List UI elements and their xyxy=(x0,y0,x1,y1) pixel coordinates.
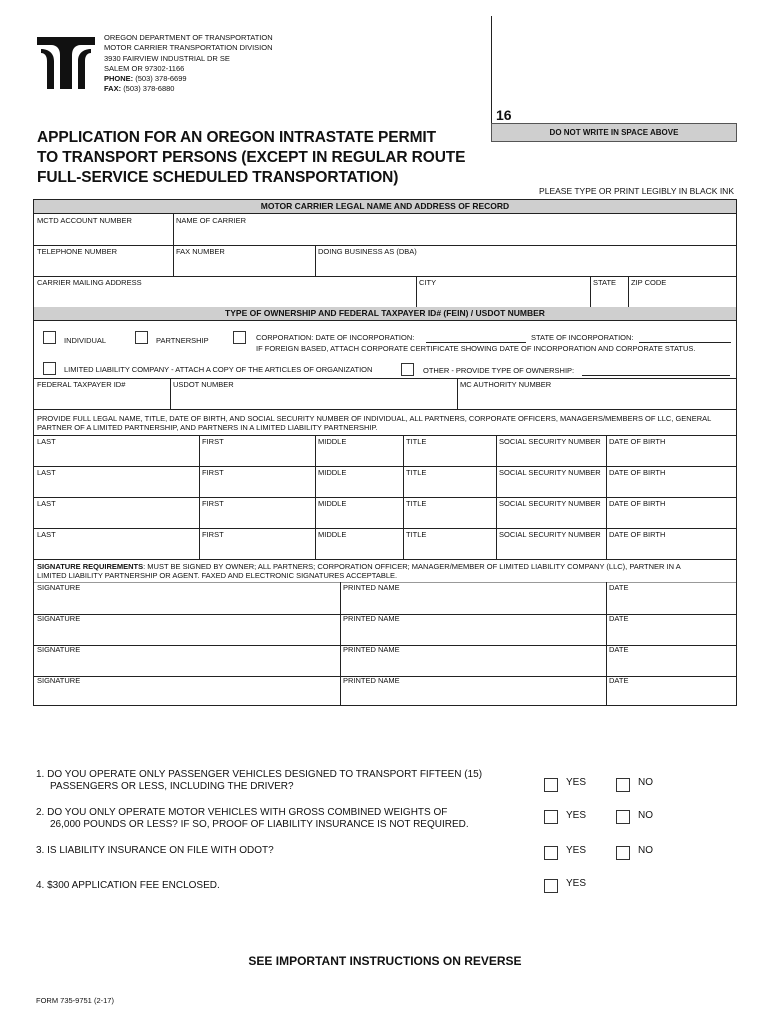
city-label: CITY xyxy=(419,278,437,287)
phone-number: (503) 378-6699 xyxy=(135,74,187,84)
dob-label: DATE OF BIRTH xyxy=(609,530,666,539)
q3-no-checkbox[interactable] xyxy=(616,846,630,860)
divider xyxy=(199,435,200,559)
form-number: FORM 735-9751 (2-17) xyxy=(36,996,114,1005)
mc-authority-label: MC AUTHORITY NUMBER xyxy=(460,380,552,389)
phone-line xyxy=(104,74,273,84)
title-label: TITLE xyxy=(406,437,427,446)
divider xyxy=(457,378,458,409)
divider xyxy=(628,276,629,307)
question-1 xyxy=(36,769,482,793)
dba-label: DOING BUSINESS AS (DBA) xyxy=(318,247,417,256)
middle-name-label: MIDDLE xyxy=(318,499,347,508)
question-4: 4. $300 APPLICATION FEE ENCLOSED. xyxy=(36,880,220,891)
middle-name-label: MIDDLE xyxy=(318,468,347,477)
signature-label: SIGNATURE xyxy=(37,614,81,623)
first-name-label: FIRST xyxy=(202,437,224,446)
signature-requirements-1 xyxy=(37,562,681,571)
q3-yes-label: YES xyxy=(566,845,587,856)
last-name-label: LAST xyxy=(37,499,56,508)
dob-label: DATE OF BIRTH xyxy=(609,437,666,446)
odot-logo xyxy=(35,33,97,91)
divider xyxy=(606,582,607,706)
divider xyxy=(170,378,171,409)
fax-number: (503) 378-6880 xyxy=(123,84,175,94)
signature-date-label: DATE xyxy=(609,645,629,654)
rule xyxy=(34,559,736,560)
divider xyxy=(606,435,607,559)
other-ownership-label: OTHER - PROVIDE TYPE OF OWNERSHIP: xyxy=(423,366,575,375)
office-use-divider xyxy=(491,16,492,124)
signature-date-label: DATE xyxy=(609,614,629,623)
fax-line xyxy=(104,84,273,94)
title-label: TITLE xyxy=(406,499,427,508)
dob-label: DATE OF BIRTH xyxy=(609,499,666,508)
state-label: STATE xyxy=(593,278,617,287)
see-instructions: SEE IMPORTANT INSTRUCTIONS ON REVERSE xyxy=(248,954,522,968)
llc-label: LIMITED LIABILITY COMPANY - ATTACH A COPY OF THE ARTICLES OF ORGANIZATION xyxy=(64,365,373,374)
middle-name-label: MIDDLE xyxy=(318,530,347,539)
divider xyxy=(403,435,404,559)
signature-date-label: DATE xyxy=(609,583,629,592)
rule xyxy=(34,378,736,379)
ssn-label: SOCIAL SECURITY NUMBER xyxy=(499,530,601,539)
rule xyxy=(34,276,736,277)
mailing-address-label: CARRIER MAILING ADDRESS xyxy=(37,278,142,287)
rule xyxy=(34,245,736,246)
title-line-2: TO TRANSPORT PERSONS (EXCEPT IN REGULAR ROUTE xyxy=(37,149,466,166)
street-address: 3930 FAIRVIEW INDUSTRIAL DR SE xyxy=(104,53,230,63)
question-1-line-2: PASSENGERS OR LESS, INCLUDING THE DRIVER? xyxy=(50,781,294,792)
q1-yes-checkbox[interactable] xyxy=(544,778,558,792)
persons-instruction-1: PROVIDE FULL LEGAL NAME, TITLE, DATE OF BIRTH, AND SOCIAL SECURITY NUMBER OF INDIVIDUAL, ALL PARTNERS, CORPORATE OFFICERS, MANAGERS/MEMBERS OF LLC, GENERAL xyxy=(37,414,712,423)
dob-label: DATE OF BIRTH xyxy=(609,468,666,477)
signature-label: SIGNATURE xyxy=(37,645,81,654)
signature-requirements-2: LIMITED LIABILITY PARTNERSHIP OR AGENT. FAXED AND ELECTRONIC SIGNATURES ACCEPTABLE. xyxy=(37,571,398,580)
divider xyxy=(315,245,316,276)
corporation-checkbox[interactable] xyxy=(233,331,246,344)
rule xyxy=(34,435,736,436)
first-name-label: FIRST xyxy=(202,468,224,477)
question-2 xyxy=(36,807,469,831)
q2-yes-checkbox[interactable] xyxy=(544,810,558,824)
incorporation-state-label: STATE OF INCORPORATION: xyxy=(531,333,634,342)
rule xyxy=(34,409,736,410)
ink-instruction: PLEASE TYPE OR PRINT LEGIBLY IN BLACK INK xyxy=(539,186,734,196)
individual-checkbox[interactable] xyxy=(43,331,56,344)
ssn-label: SOCIAL SECURITY NUMBER xyxy=(499,499,601,508)
zip-label: ZIP CODE xyxy=(631,278,667,287)
printed-name-label: PRINTED NAME xyxy=(343,614,400,623)
incorporation-state-line[interactable] xyxy=(639,342,731,343)
first-name-label: FIRST xyxy=(202,530,224,539)
agency-name: OREGON DEPARTMENT OF TRANSPORTATION xyxy=(104,33,273,42)
phone-label: PHONE: xyxy=(104,74,134,84)
partnership-label: PARTNERSHIP xyxy=(156,336,209,345)
division-name: MOTOR CARRIER TRANSPORTATION DIVISION xyxy=(104,43,273,53)
ownership-section-title: TYPE OF OWNERSHIP AND FEDERAL TAXPAYER ID# (FEIN) / USDOT NUMBER xyxy=(34,307,736,321)
first-name-label: FIRST xyxy=(202,499,224,508)
divider xyxy=(173,245,174,276)
q3-no-label: NO xyxy=(638,845,653,856)
agency-address-block xyxy=(104,33,273,95)
carrier-name-label: NAME OF CARRIER xyxy=(176,216,247,225)
fax-number-label: FAX NUMBER xyxy=(176,247,225,256)
divider xyxy=(590,276,591,307)
last-name-label: LAST xyxy=(37,468,56,477)
llc-checkbox[interactable] xyxy=(43,362,56,375)
printed-name-label: PRINTED NAME xyxy=(343,583,400,592)
question-1-line-1: 1. DO YOU OPERATE ONLY PASSENGER VEHICLES DESIGNED TO TRANSPORT FIFTEEN (15) xyxy=(36,769,483,780)
divider xyxy=(173,214,174,245)
last-name-label: LAST xyxy=(37,530,56,539)
question-3: 3. IS LIABILITY INSURANCE ON FILE WITH ODOT? xyxy=(36,845,274,856)
signature-requirements-text: : MUST BE SIGNED BY OWNER; ALL PARTNERS; CORPORATION OFFICER; MANAGER/MEMBER OF LIMITED LIABILITY COMPANY (LLC), PARTNER IN A xyxy=(143,562,681,571)
mctd-account-label: MCTD ACCOUNT NUMBER xyxy=(37,216,132,225)
q2-yes-label: YES xyxy=(566,810,587,821)
incorporation-date-line[interactable] xyxy=(426,342,526,343)
individual-label: INDIVIDUAL xyxy=(64,336,107,345)
title-label: TITLE xyxy=(406,468,427,477)
last-name-label: LAST xyxy=(37,437,56,446)
ssn-label: SOCIAL SECURITY NUMBER xyxy=(499,437,601,446)
q3-yes-checkbox[interactable] xyxy=(544,846,558,860)
divider xyxy=(496,435,497,559)
ssn-label: SOCIAL SECURITY NUMBER xyxy=(499,468,601,477)
persons-instruction-2: PARTNER OF A LIMITED PARTNERSHIP, AND PARTNERS IN A LIMITED LIABILITY PARTNERSHIP. xyxy=(37,423,378,432)
title-line-1: APPLICATION FOR AN OREGON INTRASTATE PERMIT xyxy=(37,129,436,146)
question-2-line-2: 26,000 POUNDS OR LESS? IF SO, PROOF OF LIABILITY INSURANCE IS NOT REQUIRED. xyxy=(50,819,469,830)
do-not-write-bar: DO NOT WRITE IN SPACE ABOVE xyxy=(491,123,737,142)
telephone-label: TELEPHONE NUMBER xyxy=(37,247,118,256)
q1-no-checkbox[interactable] xyxy=(616,778,630,792)
office-code: 16 xyxy=(496,107,512,123)
question-2-line-1: 2. DO YOU ONLY OPERATE MOTOR VEHICLES WITH GROSS COMBINED WEIGHTS OF xyxy=(36,807,448,818)
signature-requirements-label: SIGNATURE REQUIREMENTS xyxy=(37,562,144,571)
printed-name-label: PRINTED NAME xyxy=(343,676,400,685)
partnership-checkbox[interactable] xyxy=(135,331,148,344)
form-title xyxy=(37,128,465,188)
other-ownership-checkbox[interactable] xyxy=(401,363,414,376)
corporation-label: CORPORATION: DATE OF INCORPORATION: xyxy=(256,333,415,342)
rule xyxy=(34,528,736,529)
title-line-3: FULL-SERVICE SCHEDULED TRANSPORTATION) xyxy=(37,169,399,186)
q1-yes-label: YES xyxy=(566,777,587,788)
q4-yes-label: YES xyxy=(566,878,587,889)
other-ownership-line[interactable] xyxy=(582,375,730,376)
rule xyxy=(34,497,736,498)
printed-name-label: PRINTED NAME xyxy=(343,645,400,654)
signature-label: SIGNATURE xyxy=(37,676,81,685)
signature-label: SIGNATURE xyxy=(37,583,81,592)
divider xyxy=(340,582,341,706)
signature-date-label: DATE xyxy=(609,676,629,685)
city-address: SALEM OR 97302-1166 xyxy=(104,63,185,73)
middle-name-label: MIDDLE xyxy=(318,437,347,446)
divider xyxy=(416,276,417,307)
usdot-label: USDOT NUMBER xyxy=(173,380,234,389)
fax-label: FAX: xyxy=(104,84,122,94)
q1-no-label: NO xyxy=(638,777,653,788)
title-label: TITLE xyxy=(406,530,427,539)
application-form xyxy=(33,199,737,706)
q2-no-checkbox[interactable] xyxy=(616,810,630,824)
fein-label: FEDERAL TAXPAYER ID# xyxy=(37,380,126,389)
q2-no-label: NO xyxy=(638,810,653,821)
q4-yes-checkbox[interactable] xyxy=(544,879,558,893)
carrier-section-title: MOTOR CARRIER LEGAL NAME AND ADDRESS OF RECORD xyxy=(34,200,736,214)
rule xyxy=(34,466,736,467)
divider xyxy=(315,435,316,559)
foreign-corporation-note: IF FOREIGN BASED, ATTACH CORPORATE CERTIFICATE SHOWING DATE OF INCORPORATION AND CORPORATE STATUS. xyxy=(256,344,696,353)
